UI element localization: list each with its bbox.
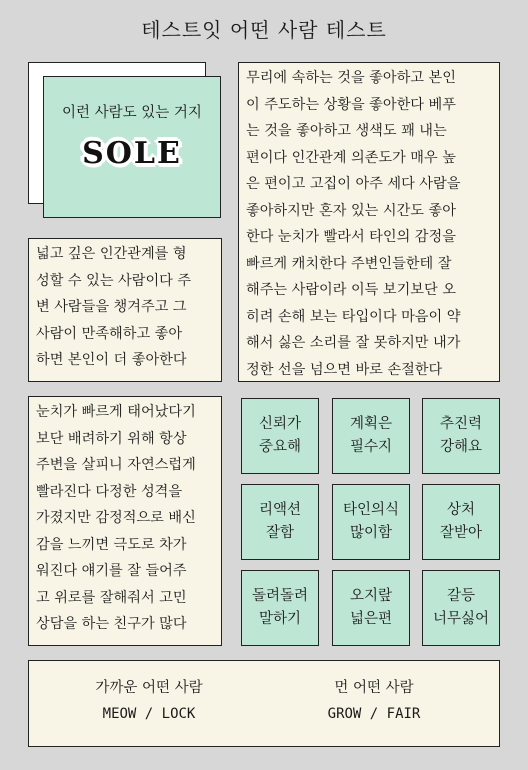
result-card <box>43 76 221 218</box>
description-line: 상담을 하는 친구가 많다 <box>36 616 187 632</box>
description-right <box>238 62 500 382</box>
description-line: 성할 수 있는 사람이다 주 <box>36 272 192 289</box>
trait-line: 넓은편 <box>349 611 393 627</box>
far-match-label: 먼 어떤 사람 <box>334 680 414 696</box>
trait-tile <box>332 484 410 560</box>
trait-line: 계획은 <box>349 416 393 432</box>
trait-tile <box>241 484 319 560</box>
page-title: 테스트잇 어떤 사람 테스트 <box>141 18 387 42</box>
close-match-types: MEOW / LOCK <box>102 706 196 722</box>
compatibility-footer <box>28 660 500 747</box>
description-line: 고 위로를 잘해줘서 고민 <box>36 589 187 606</box>
result-subtitle: 이런 사람도 있는 거지 <box>62 105 202 121</box>
trait-tile <box>422 570 500 646</box>
trait-line: 많이함 <box>349 525 393 541</box>
far-match-types: GROW / FAIR <box>327 706 421 722</box>
close-match-label: 가까운 어떤 사람 <box>95 680 203 696</box>
trait-tile <box>241 570 319 646</box>
description-line: 해서 싫은 소리를 잘 못하지만 내가 <box>246 335 461 351</box>
trait-line: 신뢰가 <box>258 416 302 432</box>
description-line: 편이다 인간관계 의존도가 매우 높 <box>246 149 456 166</box>
trait-line: 갈등 <box>446 588 475 604</box>
description-line: 해주는 사람이라 이득 보기보단 오 <box>246 282 456 298</box>
trait-line: 리액션 <box>258 502 302 518</box>
trait-line: 강해요 <box>439 439 483 455</box>
trait-line: 돌려돌려 <box>251 588 309 604</box>
description-line: 워진다 얘기를 잘 들어주 <box>36 563 187 579</box>
trait-tile <box>422 484 500 560</box>
trait-line: 타인의식 <box>342 502 400 518</box>
trait-line: 필수지 <box>349 439 393 455</box>
description-line: 넓고 깊은 인간관계를 형 <box>36 246 187 262</box>
far-match <box>259 675 489 727</box>
trait-line: 중요해 <box>258 439 302 455</box>
description-line: 한다 눈치가 빨라서 타인의 감정을 <box>246 229 456 245</box>
description-line: 하면 본인이 더 좋아한다 <box>36 352 187 368</box>
trait-line: 추진력 <box>439 416 483 432</box>
trait-line: 잘받아 <box>439 525 483 541</box>
trait-tile <box>422 398 500 474</box>
trait-line: 말하기 <box>258 611 302 627</box>
description-line: 이 주도하는 상황을 좋아한다 베푸 <box>246 96 456 113</box>
trait-line: 오지랖 <box>349 588 393 604</box>
description-line: 좋아하지만 혼자 있는 시간도 좋아 <box>246 202 456 219</box>
description-line: 가졌지만 감정적으로 배신 <box>36 510 196 526</box>
description-left-top <box>28 238 222 382</box>
close-match <box>34 675 264 727</box>
description-line: 빠르게 캐치한다 주변인들한테 잘 <box>246 255 452 272</box>
trait-line: 잘함 <box>265 525 294 541</box>
description-line: 감을 느끼면 극도로 차가 <box>36 536 187 553</box>
description-line: 주변을 살피니 자연스럽게 <box>36 457 196 473</box>
description-line: 정한 선을 넘으면 바로 손절한다 <box>246 361 443 378</box>
trait-line: 상처 <box>446 502 475 518</box>
description-line: 무리에 속하는 것을 좋아하고 본인 <box>246 70 456 86</box>
trait-line: 너무싫어 <box>432 611 490 627</box>
description-line: 은 편이고 고집이 아주 세다 사람을 <box>246 176 461 192</box>
description-line: 보단 배려하기 위해 항상 <box>36 430 187 447</box>
description-line: 사람이 만족해하고 좋아 <box>36 325 183 342</box>
result-type-name: SOLE <box>82 136 182 171</box>
description-line: 눈치가 빠르게 태어났다기 <box>36 404 196 420</box>
trait-tile <box>332 570 410 646</box>
description-line: 는 것을 좋아하고 생색도 꽤 내는 <box>246 123 447 139</box>
description-line: 변 사람들을 챙겨주고 그 <box>36 299 187 315</box>
trait-tile <box>332 398 410 474</box>
trait-tile <box>241 398 319 474</box>
description-line: 히려 손해 보는 타입이다 마음이 약 <box>246 308 461 325</box>
description-left-bottom <box>28 396 222 646</box>
description-line: 빨라진다 다정한 성격을 <box>36 483 183 500</box>
